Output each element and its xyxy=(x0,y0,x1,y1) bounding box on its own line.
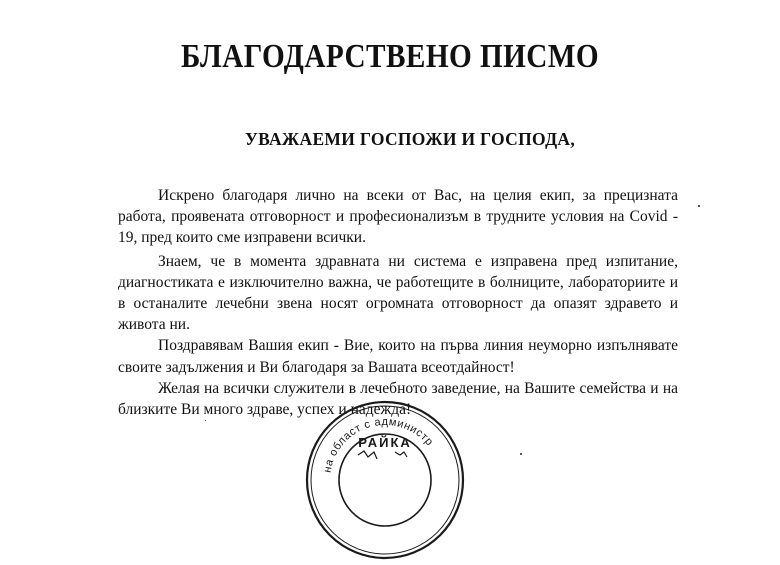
paragraph-health-system: Знаем, че в момента здравната ни система е изправена пред изпитание, диагностиката е изключително важна, че работещите в болниците, лабораториите и в останалите лечебни звена носят огромната отговорност да опазят здравето и живота ни. xyxy=(118,252,678,334)
paragraph-thanks: Искрено благодаря лично на всеки от Вас, на целия екип, за прецизната работа, проявената отговорност и професионализъм в трудните условия на Covid - 19, пред които сме изправени всички. xyxy=(118,187,678,247)
letter-title: БЛАГОДАРСТВЕНО ПИСМО xyxy=(180,38,600,75)
scan-speck xyxy=(205,420,206,421)
letter-salutation: УВАЖАЕМИ ГОСПОЖИ И ГОСПОДА, xyxy=(244,129,576,149)
official-stamp xyxy=(300,395,470,565)
scan-speck xyxy=(698,205,700,207)
stamp-ring-text: на област с администр xyxy=(321,415,436,474)
paragraph-wishes: Желая на всички служители в лечебното заведение, на Вашите семейства и на близките Ви много здраве, успех и надежда! xyxy=(118,379,678,419)
paragraph-congratulations: Поздравявам Вашия екип - Вие, които на първа линия неуморно изпълнявате своите задължения и Ви благодаря за Вашата всеотдайност! xyxy=(118,337,678,376)
scan-speck xyxy=(520,453,522,455)
stamp-center-text: РАЙКА xyxy=(358,435,412,450)
letter-body xyxy=(118,185,678,420)
